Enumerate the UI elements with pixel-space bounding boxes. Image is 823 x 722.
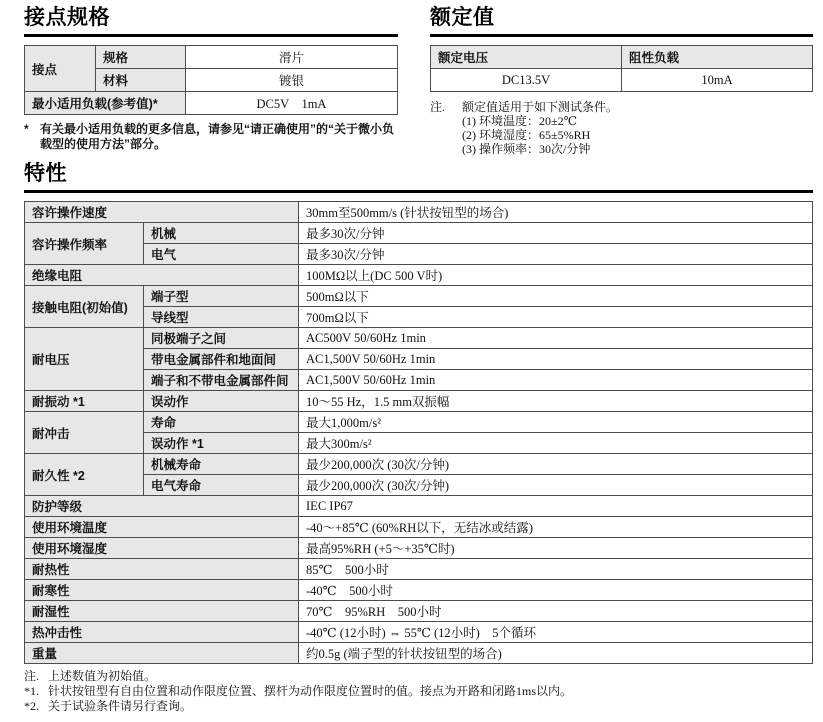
cell-category: 耐电压	[25, 328, 144, 391]
cell-category: 接触电阻(初始值)	[25, 286, 144, 328]
note-text: 额定值适用于如下测试条件。	[462, 100, 619, 114]
note-marker: 注.	[430, 100, 446, 114]
note-marker: 注.	[24, 669, 40, 683]
cell-value: 滑片	[186, 46, 398, 69]
cell-subcategory: 误动作 *1	[144, 433, 299, 454]
test-condition: (1) 环境温度：20±2℃	[462, 114, 578, 128]
table-row	[25, 559, 813, 580]
cell-subcategory: 同极端子之间	[144, 328, 299, 349]
table-row	[25, 370, 813, 391]
cell-label: 规格	[96, 46, 186, 69]
column-header: 额定电压	[431, 46, 622, 69]
table-row	[25, 643, 813, 664]
test-condition: (2) 环境湿度：65±5%RH	[462, 128, 591, 142]
table-row	[25, 433, 813, 454]
cell-subcategory: 导线型	[144, 307, 299, 328]
min-load-value: DC5V 1mA	[186, 92, 398, 115]
cell-value: AC1,500V 50/60Hz 1min	[299, 370, 813, 391]
cell-category: 耐寒性	[25, 580, 299, 601]
cell-category: 容许操作频率	[25, 223, 144, 265]
note-line	[24, 684, 813, 699]
note-line	[24, 699, 813, 714]
cell-value: 85℃ 500小时	[299, 559, 813, 580]
cell-category: 使用环境湿度	[25, 538, 299, 559]
min-load-label: 最小适用负载(参考值)*	[25, 92, 186, 115]
cell-value: AC500V 50/60Hz 1min	[299, 328, 813, 349]
cell-subcategory: 端子和不带电金属部件间	[144, 370, 299, 391]
cell-value: 最高95%RH (+5～+35℃时)	[299, 538, 813, 559]
cell-subcategory: 电气	[144, 244, 299, 265]
cell-subcategory: 电气寿命	[144, 475, 299, 496]
section-rated-values	[430, 6, 813, 156]
table-row	[25, 454, 813, 475]
cell-label: 材料	[96, 69, 186, 92]
section-contact-specs	[24, 6, 398, 151]
cell-category: 绝缘电阻	[25, 265, 299, 286]
cell-subcategory: 寿命	[144, 412, 299, 433]
cell-category: 耐久性 *2	[25, 454, 144, 496]
cell-value: 700mΩ以下	[299, 307, 813, 328]
table-row	[431, 46, 813, 69]
rated-values-title: 额定值	[430, 6, 813, 37]
footer-notes	[24, 669, 813, 714]
cell-category: 热冲击性	[25, 622, 299, 643]
table-row	[25, 475, 813, 496]
note-line	[24, 669, 813, 684]
table-row	[431, 69, 813, 92]
table-row	[25, 496, 813, 517]
cell-category: 耐热性	[25, 559, 299, 580]
cell-value: 70℃ 95%RH 500小时	[299, 601, 813, 622]
table-row	[25, 307, 813, 328]
cell-value: 500mΩ以下	[299, 286, 813, 307]
contact-group-label: 接点	[25, 46, 96, 92]
cell-value: 最少200,000次 (30次/分钟)	[299, 454, 813, 475]
cell-value: 最多30次/分钟	[299, 223, 813, 244]
note-text: 关于试验条件请另行查询。	[48, 699, 193, 713]
contact-footnote	[24, 122, 398, 151]
cell-subcategory: 带电金属部件和地面间	[144, 349, 299, 370]
table-row	[25, 622, 813, 643]
table-row	[25, 46, 398, 69]
cell-subcategory: 机械寿命	[144, 454, 299, 475]
rated-note-block	[430, 100, 813, 156]
cell-subcategory: 误动作	[144, 391, 299, 412]
contact-specs-title: 接点规格	[24, 6, 398, 37]
cell-value: 10mA	[622, 69, 813, 92]
cell-value: 约0.5g (端子型的针状按钮型的场合)	[299, 643, 813, 664]
cell-value: 最多30次/分钟	[299, 244, 813, 265]
cell-category: 重量	[25, 643, 299, 664]
cell-subcategory: 端子型	[144, 286, 299, 307]
characteristics-table	[24, 201, 813, 664]
column-header: 阻性负载	[622, 46, 813, 69]
cell-value: 镀银	[186, 69, 398, 92]
table-row	[25, 244, 813, 265]
table-row	[25, 265, 813, 286]
note-text: 针状按钮型有自由位置和动作限度位置、摆杆为动作限度位置时的值。接点为开路和闭路1ms以内。	[48, 684, 573, 698]
table-row	[25, 412, 813, 433]
note-marker: *2.	[24, 699, 39, 713]
contact-spec-table	[24, 45, 398, 115]
table-row	[25, 202, 813, 223]
cell-value: 最少200,000次 (30次/分钟)	[299, 475, 813, 496]
cell-value: DC13.5V	[431, 69, 622, 92]
test-condition: (3) 操作频率：30次/分钟	[462, 142, 591, 156]
cell-value: -40℃ (12小时) ⇔ 55℃ (12小时) 5个循环	[299, 622, 813, 643]
table-row	[25, 349, 813, 370]
characteristics-title: 特性	[24, 162, 813, 193]
cell-value: AC1,500V 50/60Hz 1min	[299, 349, 813, 370]
table-row	[25, 223, 813, 244]
cell-category: 耐湿性	[25, 601, 299, 622]
cell-value: 30mm至500mm/s (针状按钮型的场合)	[299, 202, 813, 223]
table-row	[25, 286, 813, 307]
cell-value: -40℃ 500小时	[299, 580, 813, 601]
note-text: 上述数值为初始值。	[48, 669, 157, 683]
note-marker: *1.	[24, 684, 39, 698]
cell-category: 耐冲击	[25, 412, 144, 454]
cell-category: 使用环境温度	[25, 517, 299, 538]
cell-value: 100MΩ以上(DC 500 V时)	[299, 265, 813, 286]
cell-value: 最大1,000m/s²	[299, 412, 813, 433]
table-row	[25, 538, 813, 559]
cell-category: 容许操作速度	[25, 202, 299, 223]
table-row	[25, 391, 813, 412]
cell-value: 10～55 Hz，1.5 mm双振幅	[299, 391, 813, 412]
table-row	[25, 328, 813, 349]
table-row	[25, 92, 398, 115]
cell-category: 防护等级	[25, 496, 299, 517]
cell-category: 耐振动 *1	[25, 391, 144, 412]
table-row	[25, 601, 813, 622]
footnote-text: 有关最小适用负载的更多信息，请参见“请正确使用”的“关于微小负载型的使用方法”部分。	[40, 122, 395, 151]
cell-subcategory: 机械	[144, 223, 299, 244]
cell-value: 最大300m/s²	[299, 433, 813, 454]
footnote-marker: *	[24, 122, 29, 136]
section-characteristics	[24, 162, 813, 714]
rated-values-table	[430, 45, 813, 92]
cell-value: -40～+85℃ (60%RH以下，无结冰或结露)	[299, 517, 813, 538]
note-line	[430, 100, 813, 114]
table-row	[25, 580, 813, 601]
cell-value: IEC IP67	[299, 496, 813, 517]
table-row	[25, 517, 813, 538]
